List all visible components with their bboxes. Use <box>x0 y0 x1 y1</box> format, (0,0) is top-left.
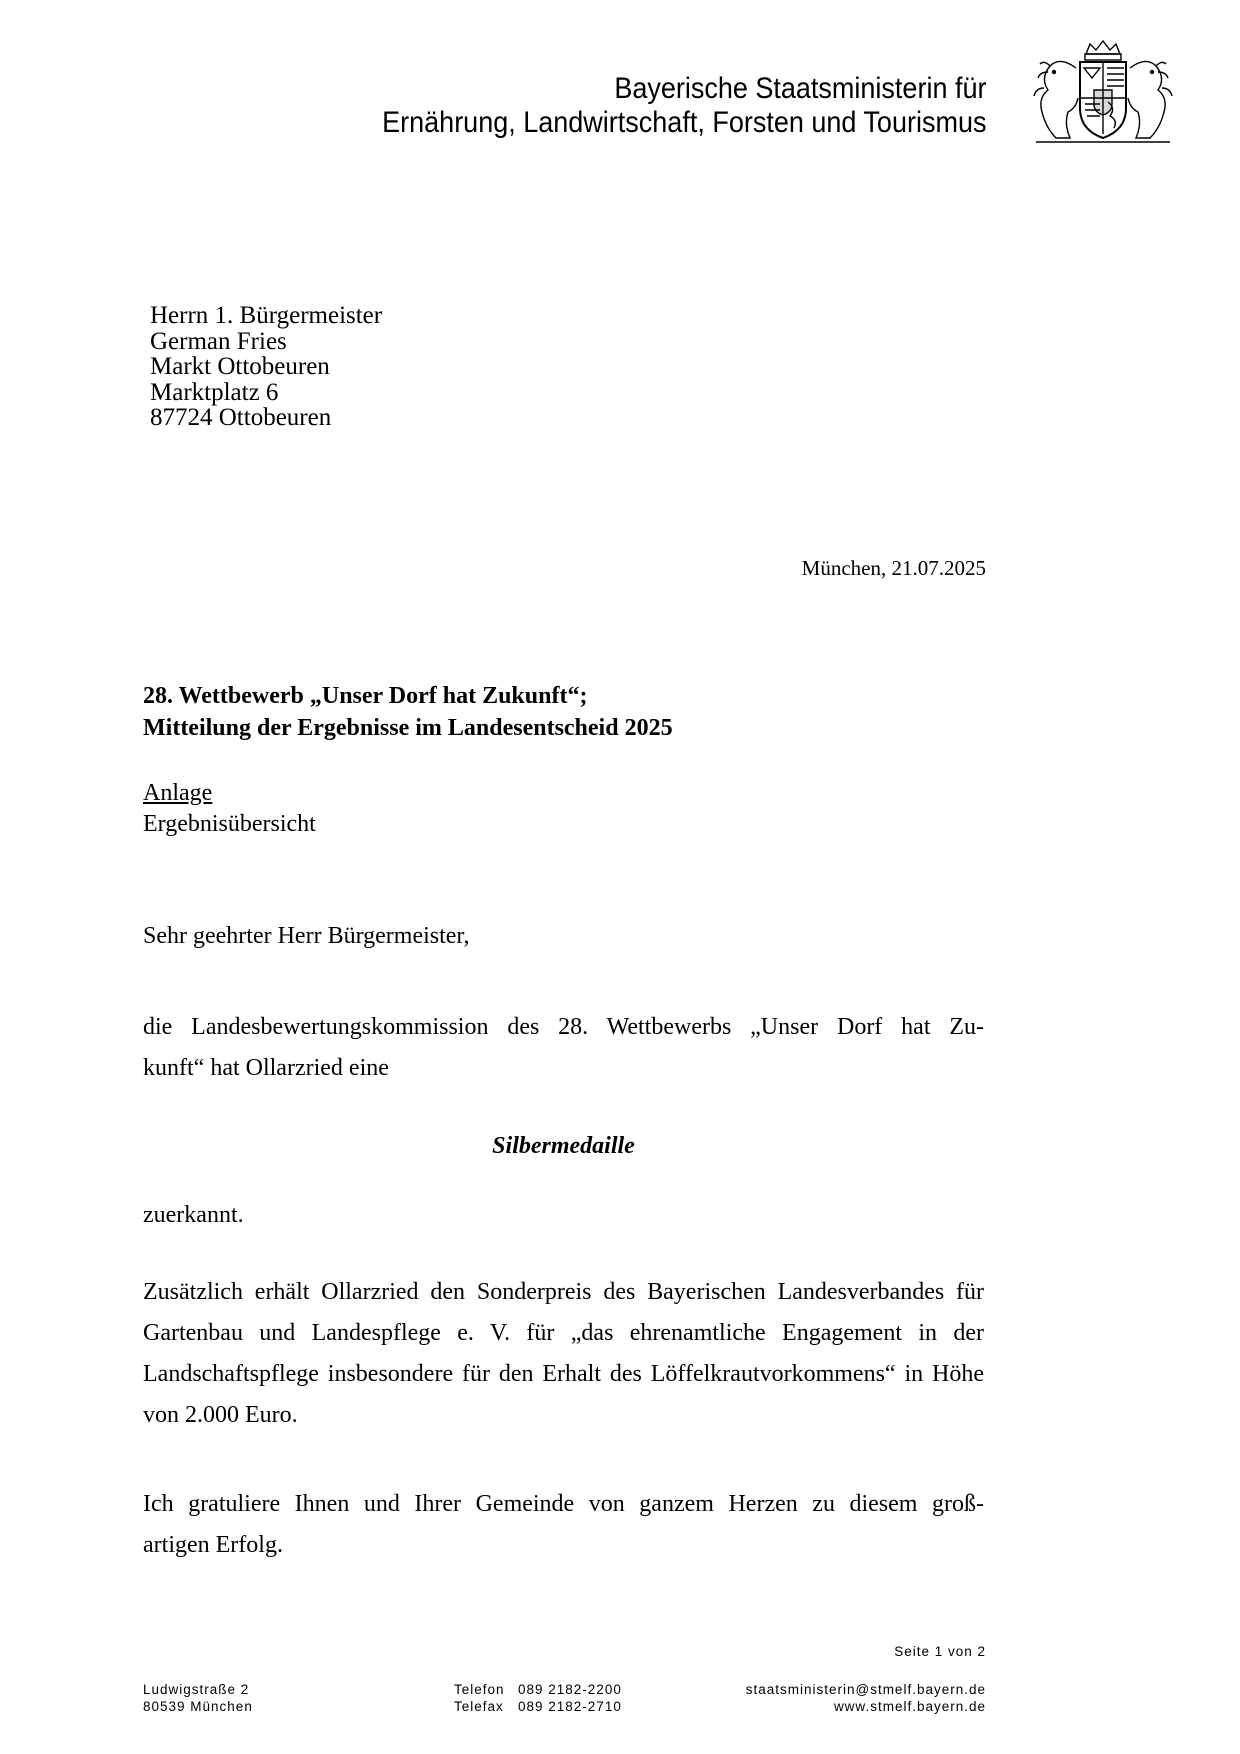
paragraph-2: Zusätzlich erhält Ollarzried den Sonderpreis des Bayerischen Landesverbandes für Gartenbau und Landespflege e. V. für „das ehrenamtliche Engagement in der Landschaftspflege insbesondere für den Erhalt des Löffelkrautvorkommens“ in Höhe von 2.000 Euro. <box>143 1279 984 1428</box>
footer-street: Ludwigstraße 2 <box>143 1682 250 1697</box>
footer-online <box>746 1681 986 1715</box>
footer-address <box>143 1681 253 1715</box>
paragraph-1-line-1: die Landesbewertungskommission des 28. Wettbewerbs „Unser Dorf hat Zu- <box>143 1014 984 1040</box>
paragraph-1-line-2: kunft“ hat Ollarzried eine <box>143 1055 389 1081</box>
footer-fax: 089 2182-2710 <box>518 1699 622 1714</box>
page-number: Seite 1 von 2 <box>894 1644 986 1659</box>
paragraph-3-line-2: artigen Erfolg. <box>143 1532 283 1558</box>
footer-phone-label: Telefon <box>454 1682 505 1697</box>
paragraph-1-end: zuerkannt. <box>143 1202 244 1228</box>
paragraph-3 <box>143 1484 984 1566</box>
recipient-line-2: German Fries <box>150 327 287 355</box>
subject-line-1: 28. Wettbewerb „Unser Dorf hat Zukunft“; <box>143 683 588 709</box>
recipient-line-5: 87724 Ottobeuren <box>150 404 332 431</box>
bavarian-coat-of-arms-icon <box>1030 38 1176 146</box>
subject <box>143 680 673 744</box>
ministry-line-1: Bayerische Staatsministerin für <box>613 72 986 105</box>
footer-contact <box>454 1681 622 1715</box>
ministry-heading <box>382 72 986 140</box>
ministry-line-2: Ernährung, Landwirtschaft, Forsten und Tourismus <box>381 106 986 139</box>
award-title: Silbermedaille <box>492 1133 635 1159</box>
recipient-line-4: Marktplatz 6 <box>150 378 279 406</box>
paragraph-3-line-1: Ich gratuliere Ihnen und Ihrer Gemeinde von ganzem Herzen zu diesem groß- <box>143 1491 984 1517</box>
attachment <box>143 778 316 840</box>
recipient-line-1: Herrn 1. Bürgermeister <box>150 302 383 329</box>
subject-line-2: Mitteilung der Ergebnisse im Landesentscheid 2025 <box>143 715 673 741</box>
footer-phone: 089 2182-2200 <box>518 1682 622 1697</box>
recipient-address <box>150 303 382 431</box>
attachment-label: Anlage <box>143 780 213 806</box>
footer-website[interactable]: www.stmelf.bayern.de <box>833 1699 986 1714</box>
letter-date: München, 21.07.2025 <box>801 556 986 580</box>
footer-fax-label: Telefax <box>454 1699 504 1714</box>
paragraph-1 <box>143 1007 984 1089</box>
footer-email[interactable]: staatsministerin@stmelf.bayern.de <box>745 1682 986 1697</box>
footer-city: 80539 München <box>143 1699 253 1714</box>
attachment-item: Ergebnisübersicht <box>143 811 316 837</box>
recipient-line-3: Markt Ottobeuren <box>150 353 330 380</box>
salutation: Sehr geehrter Herr Bürgermeister, <box>143 923 470 949</box>
